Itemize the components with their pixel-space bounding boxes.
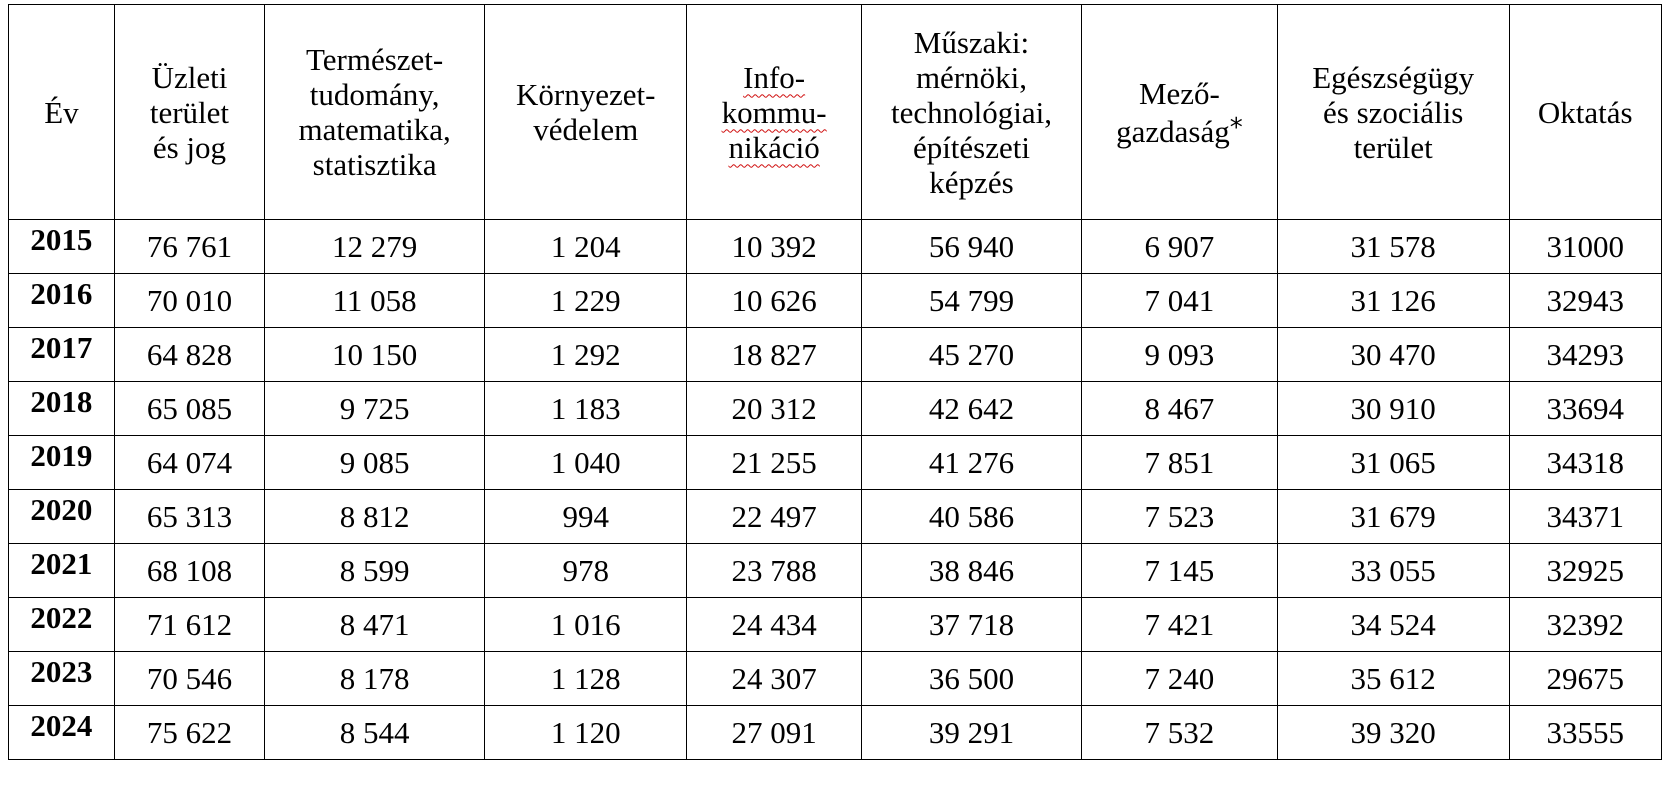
year-cell: 2015 — [9, 220, 115, 274]
value-cell: 7 851 — [1082, 436, 1278, 490]
value-cell: 1 016 — [485, 598, 687, 652]
value-cell: 1 229 — [485, 274, 687, 328]
value-cell: 29675 — [1509, 652, 1661, 706]
value-cell: 31 126 — [1277, 274, 1509, 328]
value-cell: 38 846 — [861, 544, 1081, 598]
header-egeszsegugy: Egészségügy és szociális terület — [1277, 5, 1509, 220]
value-cell: 36 500 — [861, 652, 1081, 706]
table-row — [9, 652, 1662, 706]
value-cell: 30 470 — [1277, 328, 1509, 382]
value-cell: 39 291 — [861, 706, 1081, 760]
year-cell: 2022 — [9, 598, 115, 652]
table-row — [9, 598, 1662, 652]
value-cell: 34318 — [1509, 436, 1661, 490]
value-cell: 40 586 — [861, 490, 1081, 544]
value-cell: 31 065 — [1277, 436, 1509, 490]
value-cell: 12 279 — [265, 220, 485, 274]
header-infokommunikacio: Info- kommu- nikáció — [687, 5, 862, 220]
value-cell: 7 041 — [1082, 274, 1278, 328]
value-cell: 31 578 — [1277, 220, 1509, 274]
year-cell: 2023 — [9, 652, 115, 706]
value-cell: 76 761 — [114, 220, 264, 274]
header-mezogazdasag: Mező- gazdaság* — [1082, 5, 1278, 220]
value-cell: 10 392 — [687, 220, 862, 274]
value-cell: 35 612 — [1277, 652, 1509, 706]
value-cell: 34293 — [1509, 328, 1661, 382]
year-cell: 2024 — [9, 706, 115, 760]
value-cell: 39 320 — [1277, 706, 1509, 760]
value-cell: 1 183 — [485, 382, 687, 436]
table-row — [9, 436, 1662, 490]
value-cell: 56 940 — [861, 220, 1081, 274]
value-cell: 9 725 — [265, 382, 485, 436]
value-cell: 23 788 — [687, 544, 862, 598]
value-cell: 8 544 — [265, 706, 485, 760]
year-cell: 2018 — [9, 382, 115, 436]
header-muszaki: Műszaki: mérnöki, technológiai, építészeti képzés — [861, 5, 1081, 220]
value-cell: 1 292 — [485, 328, 687, 382]
header-kornyezetvedelem: Környezet- védelem — [485, 5, 687, 220]
value-cell: 1 040 — [485, 436, 687, 490]
value-cell: 9 085 — [265, 436, 485, 490]
value-cell: 41 276 — [861, 436, 1081, 490]
value-cell: 45 270 — [861, 328, 1081, 382]
table-row — [9, 274, 1662, 328]
value-cell: 6 907 — [1082, 220, 1278, 274]
value-cell: 70 010 — [114, 274, 264, 328]
value-cell: 8 178 — [265, 652, 485, 706]
value-cell: 33 055 — [1277, 544, 1509, 598]
value-cell: 33694 — [1509, 382, 1661, 436]
header-termeszettudomany: Természet- tudomány, matematika, statisztika — [265, 5, 485, 220]
year-cell: 2017 — [9, 328, 115, 382]
value-cell: 9 093 — [1082, 328, 1278, 382]
value-cell: 34371 — [1509, 490, 1661, 544]
value-cell: 7 523 — [1082, 490, 1278, 544]
value-cell: 7 240 — [1082, 652, 1278, 706]
header-row — [9, 5, 1662, 220]
value-cell: 65 085 — [114, 382, 264, 436]
value-cell: 11 058 — [265, 274, 485, 328]
table-row — [9, 544, 1662, 598]
table-row — [9, 328, 1662, 382]
value-cell: 21 255 — [687, 436, 862, 490]
value-cell: 8 471 — [265, 598, 485, 652]
value-cell: 31000 — [1509, 220, 1661, 274]
value-cell: 75 622 — [114, 706, 264, 760]
value-cell: 7 145 — [1082, 544, 1278, 598]
value-cell: 994 — [485, 490, 687, 544]
value-cell: 24 434 — [687, 598, 862, 652]
value-cell: 31 679 — [1277, 490, 1509, 544]
value-cell: 65 313 — [114, 490, 264, 544]
value-cell: 71 612 — [114, 598, 264, 652]
value-cell: 32392 — [1509, 598, 1661, 652]
value-cell: 33555 — [1509, 706, 1661, 760]
header-oktatas: Oktatás — [1509, 5, 1661, 220]
value-cell: 978 — [485, 544, 687, 598]
year-cell: 2019 — [9, 436, 115, 490]
value-cell: 10 150 — [265, 328, 485, 382]
year-cell: 2021 — [9, 544, 115, 598]
value-cell: 22 497 — [687, 490, 862, 544]
value-cell: 30 910 — [1277, 382, 1509, 436]
value-cell: 42 642 — [861, 382, 1081, 436]
value-cell: 32943 — [1509, 274, 1661, 328]
year-cell: 2016 — [9, 274, 115, 328]
value-cell: 1 128 — [485, 652, 687, 706]
value-cell: 70 546 — [114, 652, 264, 706]
table-row — [9, 490, 1662, 544]
value-cell: 64 074 — [114, 436, 264, 490]
header-ev: Év — [9, 5, 115, 220]
value-cell: 8 599 — [265, 544, 485, 598]
value-cell: 10 626 — [687, 274, 862, 328]
header-uzleti-terulet-es-jog: Üzleti terület és jog — [114, 5, 264, 220]
value-cell: 1 120 — [485, 706, 687, 760]
value-cell: 8 812 — [265, 490, 485, 544]
value-cell: 37 718 — [861, 598, 1081, 652]
value-cell: 20 312 — [687, 382, 862, 436]
value-cell: 7 532 — [1082, 706, 1278, 760]
value-cell: 34 524 — [1277, 598, 1509, 652]
value-cell: 18 827 — [687, 328, 862, 382]
value-cell: 1 204 — [485, 220, 687, 274]
value-cell: 27 091 — [687, 706, 862, 760]
value-cell: 8 467 — [1082, 382, 1278, 436]
value-cell: 24 307 — [687, 652, 862, 706]
value-cell: 7 421 — [1082, 598, 1278, 652]
data-table — [8, 4, 1662, 760]
value-cell: 68 108 — [114, 544, 264, 598]
footnote-asterisk: * — [1229, 112, 1243, 143]
table-row — [9, 706, 1662, 760]
table-row — [9, 220, 1662, 274]
value-cell: 32925 — [1509, 544, 1661, 598]
table-row — [9, 382, 1662, 436]
value-cell: 64 828 — [114, 328, 264, 382]
value-cell: 54 799 — [861, 274, 1081, 328]
year-cell: 2020 — [9, 490, 115, 544]
